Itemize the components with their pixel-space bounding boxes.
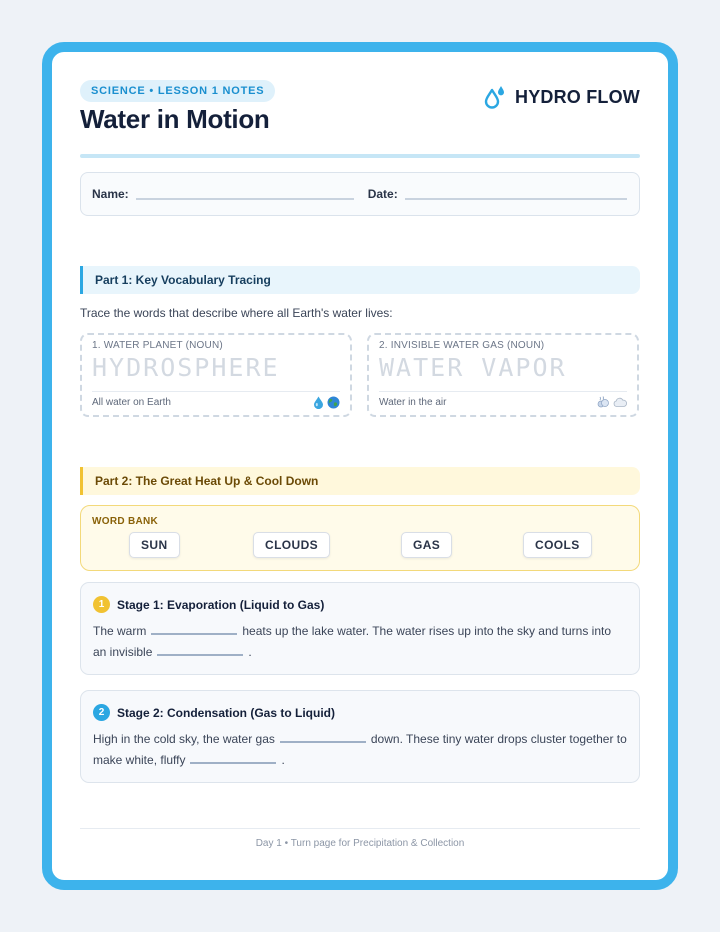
- trace-word[interactable]: HYDROSPHERE: [92, 353, 280, 382]
- part1-instructions: Trace the words that describe where all Earth's water lives:: [80, 306, 393, 320]
- part1-heading: [80, 266, 640, 294]
- trace-card-footer: [92, 391, 340, 409]
- stage-evaporation: [80, 582, 640, 675]
- stage-header: [93, 704, 627, 721]
- part2-heading: [80, 467, 640, 495]
- trace-card-hydrosphere: [80, 333, 352, 417]
- stage-number-badge: 1: [93, 596, 110, 613]
- trace-card-hint: Water in the air: [379, 397, 447, 408]
- stage-condensation: [80, 690, 640, 783]
- stage-text-part: The warm: [93, 624, 147, 638]
- word-bank: [80, 505, 640, 571]
- stage-title: Stage 2: Condensation (Gas to Liquid): [117, 705, 336, 720]
- word-chip-sun[interactable]: SUN: [129, 532, 180, 558]
- word-bank-words: [92, 532, 628, 562]
- date-label: Date:: [367, 187, 398, 201]
- stage-text: [93, 729, 627, 771]
- water-drop-icon: [313, 396, 324, 409]
- part1-heading-text: Part 1: Key Vocabulary Tracing: [95, 273, 271, 287]
- fill-in-blank[interactable]: [151, 633, 237, 635]
- name-line[interactable]: [136, 198, 354, 200]
- header-divider: [80, 154, 640, 158]
- part2-heading-text: Part 2: The Great Heat Up & Cool Down: [95, 474, 319, 488]
- trace-word[interactable]: WATER VAPOR: [379, 353, 567, 382]
- globe-icon: [327, 396, 340, 409]
- name-date-box: [80, 172, 640, 216]
- fill-in-blank[interactable]: [280, 741, 366, 743]
- stage-text-part: heats up the lake water. The water rises up into the sky and turns into an invisible: [93, 624, 611, 659]
- page-footer: [80, 828, 640, 849]
- name-label: Name:: [92, 187, 129, 201]
- trace-card-icons: [597, 396, 627, 409]
- cloud-icon: [613, 396, 627, 408]
- date-line[interactable]: [405, 198, 627, 200]
- footer-text: Day 1 • Turn page for Precipitation & Collection: [255, 838, 465, 849]
- stage-text-part: .: [281, 753, 285, 767]
- worksheet-page: [42, 42, 678, 890]
- water-drops-icon: [483, 84, 509, 110]
- trace-card-hint: All water on Earth: [92, 397, 171, 408]
- stage-title: Stage 1: Evaporation (Liquid to Gas): [117, 597, 325, 612]
- brand-logo: [483, 84, 640, 110]
- stage-header: [93, 596, 627, 613]
- trace-card-icons: [313, 396, 340, 409]
- word-bank-label: WORD BANK: [92, 516, 159, 527]
- stage-text-part: .: [248, 645, 252, 659]
- fill-in-blank[interactable]: [157, 654, 243, 656]
- steam-cloud-icon: [597, 396, 610, 409]
- trace-card-water-vapor: [367, 333, 639, 417]
- word-chip-gas[interactable]: GAS: [401, 532, 452, 558]
- trace-card-footer: [379, 391, 627, 409]
- stage-number-badge: 2: [93, 704, 110, 721]
- worksheet-header: [80, 80, 640, 150]
- worksheet-content: [80, 80, 640, 849]
- word-chip-clouds[interactable]: CLOUDS: [253, 532, 330, 558]
- trace-card-label: 2. INVISIBLE WATER GAS (NOUN): [379, 340, 545, 351]
- stage-text: [93, 621, 627, 663]
- word-chip-cools[interactable]: COOLS: [523, 532, 592, 558]
- trace-card-label: 1. WATER PLANET (NOUN): [92, 340, 223, 351]
- fill-in-blank[interactable]: [190, 762, 276, 764]
- brand-name: HYDRO FLOW: [515, 86, 640, 107]
- lesson-pill: SCIENCE • LESSON 1 NOTES: [80, 80, 275, 102]
- page-title: Water in Motion: [80, 104, 270, 134]
- stage-text-part: High in the cold sky, the water gas: [93, 732, 275, 746]
- stage-text-part: down. These tiny water drops cluster together to make white, fluffy: [93, 732, 627, 767]
- trace-cards: [80, 333, 640, 417]
